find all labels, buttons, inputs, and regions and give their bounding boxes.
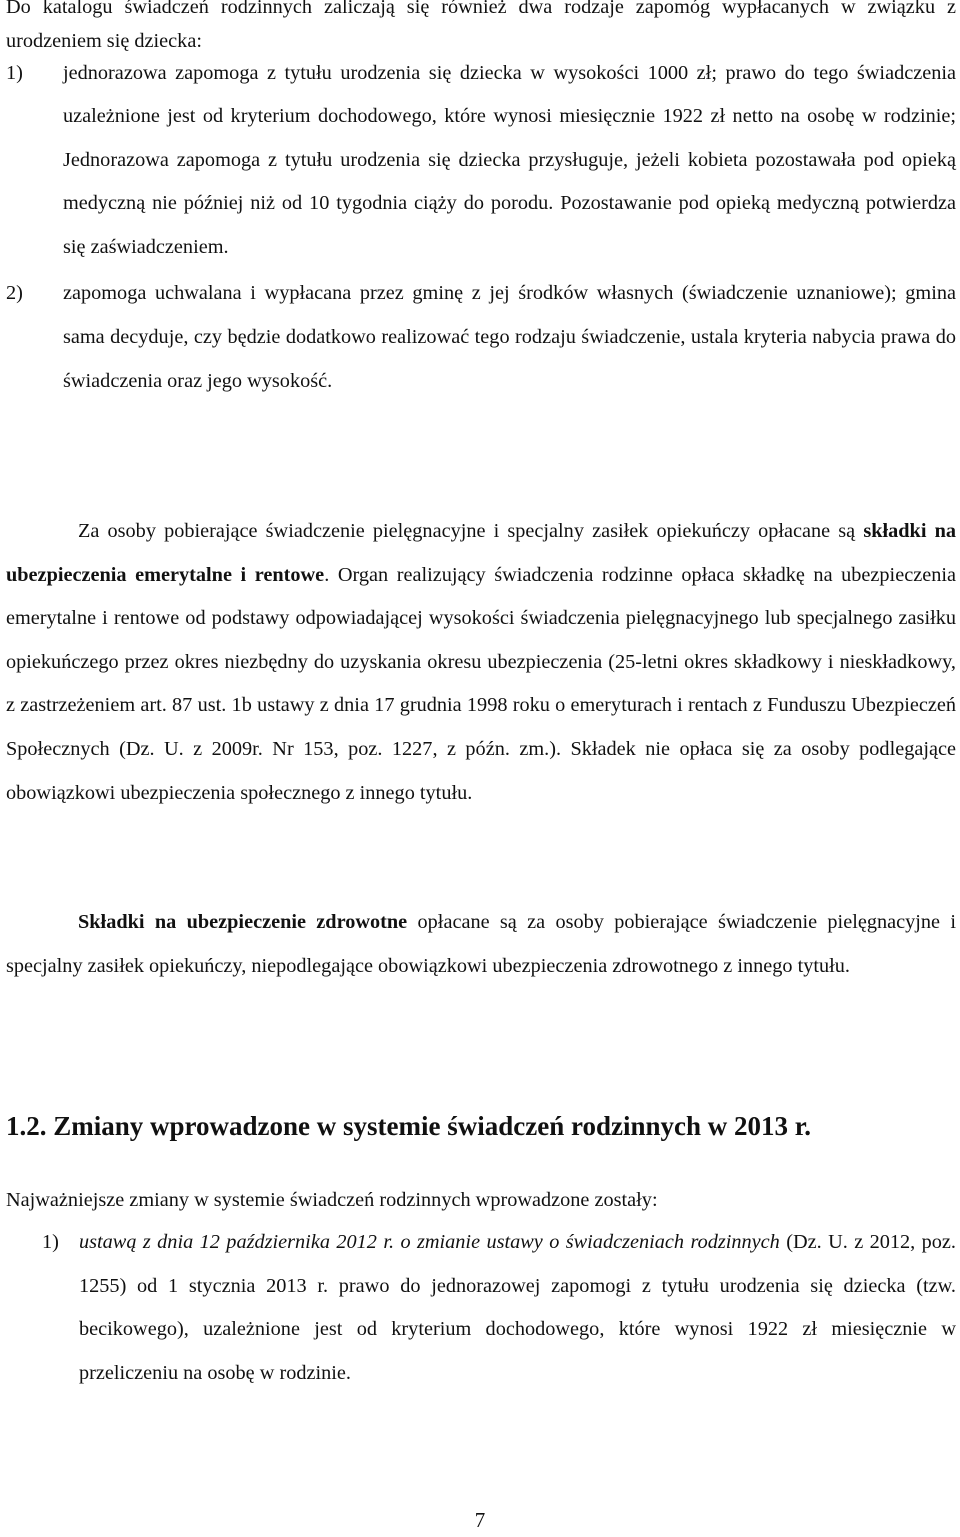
health-rest: opłacane są za osoby pobierające świadczenie pielęgnacyjne i specjalny zasiłek opiekuńczy, niepodlegające obowiązkowi ubezpieczenia zdrowotnego z innego tytułu. xyxy=(6,911,956,977)
list-item-text: (Dz. U. z 2012, poz. 1255) od 1 stycznia 2013 r. prawo do jednorazowej zapomogi z tytułu urodzenia się dziecka (tzw. becikowego), uzależnione jest od kryterium dochodowego, które wynosi 1922 zł miesięcznie w przeliczeniu na osobę w rodzinie. xyxy=(79,1231,957,1384)
health-paragraph xyxy=(6,901,956,988)
insurance-lead: Za osoby pobierające świadczenie pielęgnacyjne i specjalny zasiłek opiekuńczy opłacane są xyxy=(78,520,864,542)
insurance-rest: . Organ realizujący świadczenia rodzinne opłaca składkę na ubezpieczenia emerytalne i rentowe od podstawy odpowiadającej wysokości świadczenia pielęgnacyjnego lub specjalnego zasiłku opiekuńczego przez okres niezbędny do uzyskania okresu ubezpieczenia (25-letni okres składkowy i nieskładkowy, z zastrzeżeniem art. 87 ust. 1b ustawy z dnia 17 grudnia 1998 roku o emeryturach i rentach z Funduszu Ubezpieczeń Społecznych (Dz. U. z 2009r. Nr 153, poz. 1227, z późn. zm.). Składek nie opłaca się za osoby podlegające obowiązkowi ubezpieczenia społecznego z innego tytułu. xyxy=(6,563,956,804)
list-item xyxy=(6,1221,956,1395)
insurance-paragraph xyxy=(6,510,956,815)
list-item-number: 2) xyxy=(6,282,23,305)
insurance-bold: składki na ubezpieczenia emerytalne i rentowe xyxy=(6,520,956,586)
section-heading: 1.2. Zmiany wprowadzone w systemie świadczeń rodzinnych w 2013 r. xyxy=(6,1111,812,1141)
list-item-italic: ustawą z dnia 12 października 2012 r. o zmianie ustawy o świadczeniach rodzinnych xyxy=(79,1231,780,1253)
list-item xyxy=(6,271,956,403)
list-item-number: 1) xyxy=(42,1231,59,1253)
benefit-list xyxy=(6,52,956,403)
list-item xyxy=(6,52,956,269)
page-number: 7 xyxy=(474,1508,486,1532)
changes-intro: Najważniejsze zmiany w systemie świadczeń rodzinnych wprowadzone zostały: xyxy=(6,1189,658,1211)
health-bold: Składki na ubezpieczenie zdrowotne xyxy=(78,911,408,933)
list-item-text: zapomoga uchwalana i wypłacana przez gminę z jej środków własnych (świadczenie uznaniowe); gmina sama decyduje, czy będzie dodatkowo realizować tego rodzaju świadczenie, ustala kryteria nabycia prawa do świadczenia oraz jego wysokość. xyxy=(63,282,956,393)
changes-list xyxy=(6,1221,956,1395)
list-item-text: jednorazowa zapomoga z tytułu urodzenia się dziecka w wysokości 1000 zł; prawo do tego świadczenia uzależnione jest od kryterium dochodowego, które wynosi miesięcznie 1922 zł netto na osobę w rodzinie; Jednorazowa zapomoga z tytułu urodzenia się dziecka przysługuje, jeżeli kobieta pozostawała pod opieką medyczną nie później niż od 10 tygodnia ciąży do porodu. Pozostawanie pod opieką medyczną potwierdza się zaświadczeniem. xyxy=(63,62,956,258)
intro-paragraph: Do katalogu świadczeń rodzinnych zaliczają się również dwa rodzaje zapomóg wypłacanych w związku z urodzeniem się dziecka: xyxy=(6,0,956,52)
list-item-number: 1) xyxy=(6,62,23,84)
